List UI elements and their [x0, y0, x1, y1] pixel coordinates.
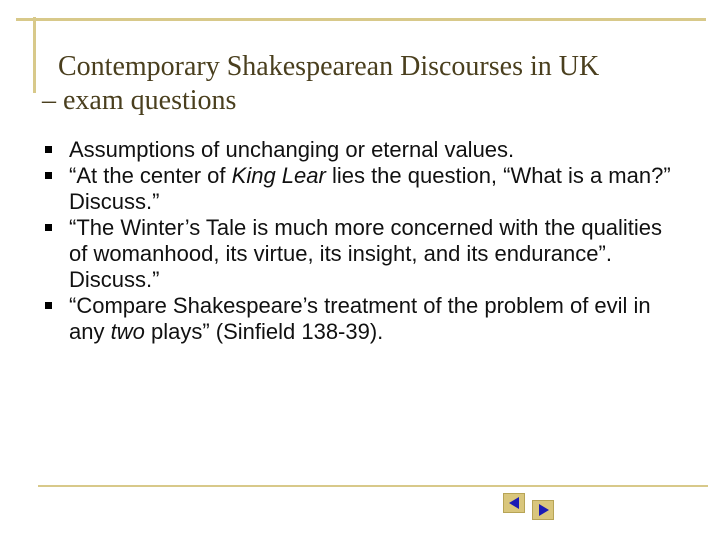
triangle-left-icon — [509, 497, 519, 509]
bullet-item — [40, 293, 680, 345]
bullet-item — [40, 215, 680, 293]
bullet-text — [69, 293, 651, 344]
bullet-text-part: “The Winter’s Tale is much more concerned with the qualities of womanhood, its virtue, its insight, and its endurance”. Discuss.” — [69, 215, 663, 292]
bullet-list — [40, 137, 680, 345]
square-bullet-icon — [45, 224, 52, 231]
bullet-text-part: lies the question, “What is a man?” Discuss.” — [69, 163, 671, 214]
bullet-text-italic: King Lear — [231, 163, 326, 188]
bullet-item — [40, 163, 680, 215]
next-slide-button[interactable] — [532, 500, 554, 520]
bullet-text-part: “Compare Shakespeare’s treatment of the problem of evil in any — [69, 293, 651, 344]
square-bullet-icon — [45, 172, 52, 179]
bullet-text-part: plays” (Sinfield 138-39). — [144, 319, 384, 344]
bullet-text-part: Assumptions of unchanging or eternal values. — [69, 137, 515, 162]
previous-slide-button[interactable] — [503, 493, 525, 513]
bullet-text-part: “At the center of — [69, 163, 232, 188]
slide-title-line-1: Contemporary Shakespearean Discourses in UK — [58, 51, 600, 82]
bottom-rule — [38, 485, 708, 487]
square-bullet-icon — [45, 302, 52, 309]
top-rule — [16, 18, 706, 21]
square-bullet-icon — [45, 146, 52, 153]
bullet-text — [69, 215, 662, 292]
bullet-text — [69, 137, 514, 162]
slide-title — [42, 50, 712, 118]
left-rule — [33, 17, 36, 93]
triangle-right-icon — [539, 504, 549, 516]
bullet-text — [69, 163, 671, 214]
bullet-item — [40, 137, 680, 163]
slide-title-line-2: – exam questions — [42, 85, 237, 116]
bullet-text-italic: two — [110, 319, 145, 344]
